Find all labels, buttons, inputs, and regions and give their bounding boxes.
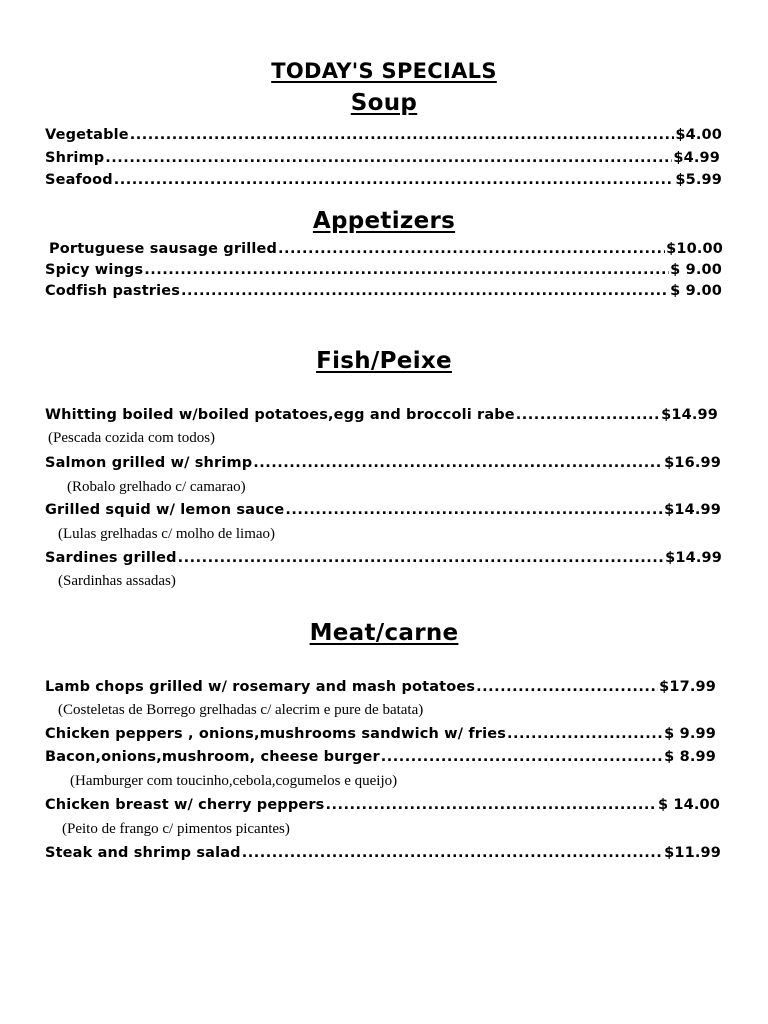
item-name: Whitting boiled w/boiled potatoes,egg and broccoli rabe [45, 407, 515, 423]
item-name: Chicken peppers , onions,mushrooms sandwich w/ fries [45, 726, 506, 742]
dot-leader [178, 548, 665, 568]
dot-leader [325, 795, 657, 815]
dot-leader [144, 260, 669, 280]
item-price: $14.99 [664, 502, 721, 518]
item-price: $11.99 [664, 845, 721, 861]
dot-leader [381, 747, 663, 767]
dot-leader [253, 453, 663, 473]
menu-item [49, 239, 723, 259]
item-name: Seafood [45, 172, 113, 188]
item-price: $ 9.99 [664, 726, 716, 742]
dot-leader [278, 239, 665, 259]
item-name: Sardines grilled [45, 550, 177, 566]
menu-item [45, 405, 718, 425]
menu-item [45, 843, 721, 863]
item-name: Grilled squid w/ lemon sauce [45, 502, 285, 518]
item-price: $ 9.00 [670, 283, 722, 299]
item-price: $ 9.00 [670, 262, 722, 278]
item-name: Lamb chops grilled w/ rosemary and mash potatoes [45, 679, 476, 695]
section-title-fish: Fish/Peixe [316, 348, 452, 374]
menu-item [45, 281, 722, 301]
item-price: $4.99 [673, 150, 720, 166]
item-translation: (Pescada cozida com todos) [48, 430, 216, 446]
item-translation: (Peito de frango c/ pimentos picantes) [62, 821, 290, 837]
dot-leader [285, 500, 663, 520]
item-translation: (Sardinhas assadas) [58, 573, 176, 589]
dot-leader [476, 677, 658, 697]
item-name: Spicy wings [45, 262, 144, 278]
section-title-appetizers: Appetizers [312, 208, 456, 234]
item-translation: (Costeletas de Borrego grelhadas c/ alecrim e pure de batata) [58, 702, 424, 718]
menu-item [45, 148, 720, 168]
menu-item [45, 260, 722, 280]
menu-item [45, 500, 721, 520]
item-price: $14.99 [665, 550, 722, 566]
item-translation: (Lulas grelhadas c/ molho de limao) [58, 526, 276, 542]
item-price: $17.99 [659, 679, 716, 695]
dot-leader [114, 170, 675, 190]
menu-item [45, 170, 722, 190]
item-price: $ 8.99 [664, 749, 716, 765]
item-price: $14.99 [661, 407, 718, 423]
section-title-soup: Soup [350, 90, 418, 116]
item-name: Portuguese sausage grilled [49, 241, 278, 257]
item-price: $ 14.00 [657, 797, 720, 813]
item-translation: (Hamburger com toucinho,cebola,cogumelos e queijo) [70, 773, 398, 789]
menu-item [45, 677, 716, 697]
item-name: Steak and shrimp salad [45, 845, 241, 861]
item-name: Chicken breast w/ cherry peppers [45, 797, 325, 813]
dot-leader [130, 125, 675, 145]
item-name: Shrimp [45, 150, 105, 166]
menu-item [45, 795, 720, 815]
item-name: Vegetable [45, 127, 129, 143]
menu-item [45, 724, 716, 744]
item-name: Salmon grilled w/ shrimp [45, 455, 253, 471]
dot-leader [516, 405, 660, 425]
dot-leader [181, 281, 669, 301]
item-price: $10.00 [666, 241, 723, 257]
menu-item [45, 125, 722, 145]
item-name: Bacon,onions,mushroom, cheese burger [45, 749, 380, 765]
menu-item [45, 747, 716, 767]
item-name: Codfish pastries [45, 283, 180, 299]
dot-leader [105, 148, 672, 168]
dot-leader [242, 843, 663, 863]
item-translation: (Robalo grelhado c/ camarao) [67, 479, 246, 495]
menu-item [45, 548, 722, 568]
section-title-meat: Meat/carne [309, 620, 459, 646]
dot-leader [507, 724, 663, 744]
item-price: $5.99 [675, 172, 722, 188]
item-price: $16.99 [664, 455, 721, 471]
menu-title: TODAY'S SPECIALS [271, 59, 497, 83]
item-price: $4.00 [675, 127, 722, 143]
menu-item [45, 453, 721, 473]
